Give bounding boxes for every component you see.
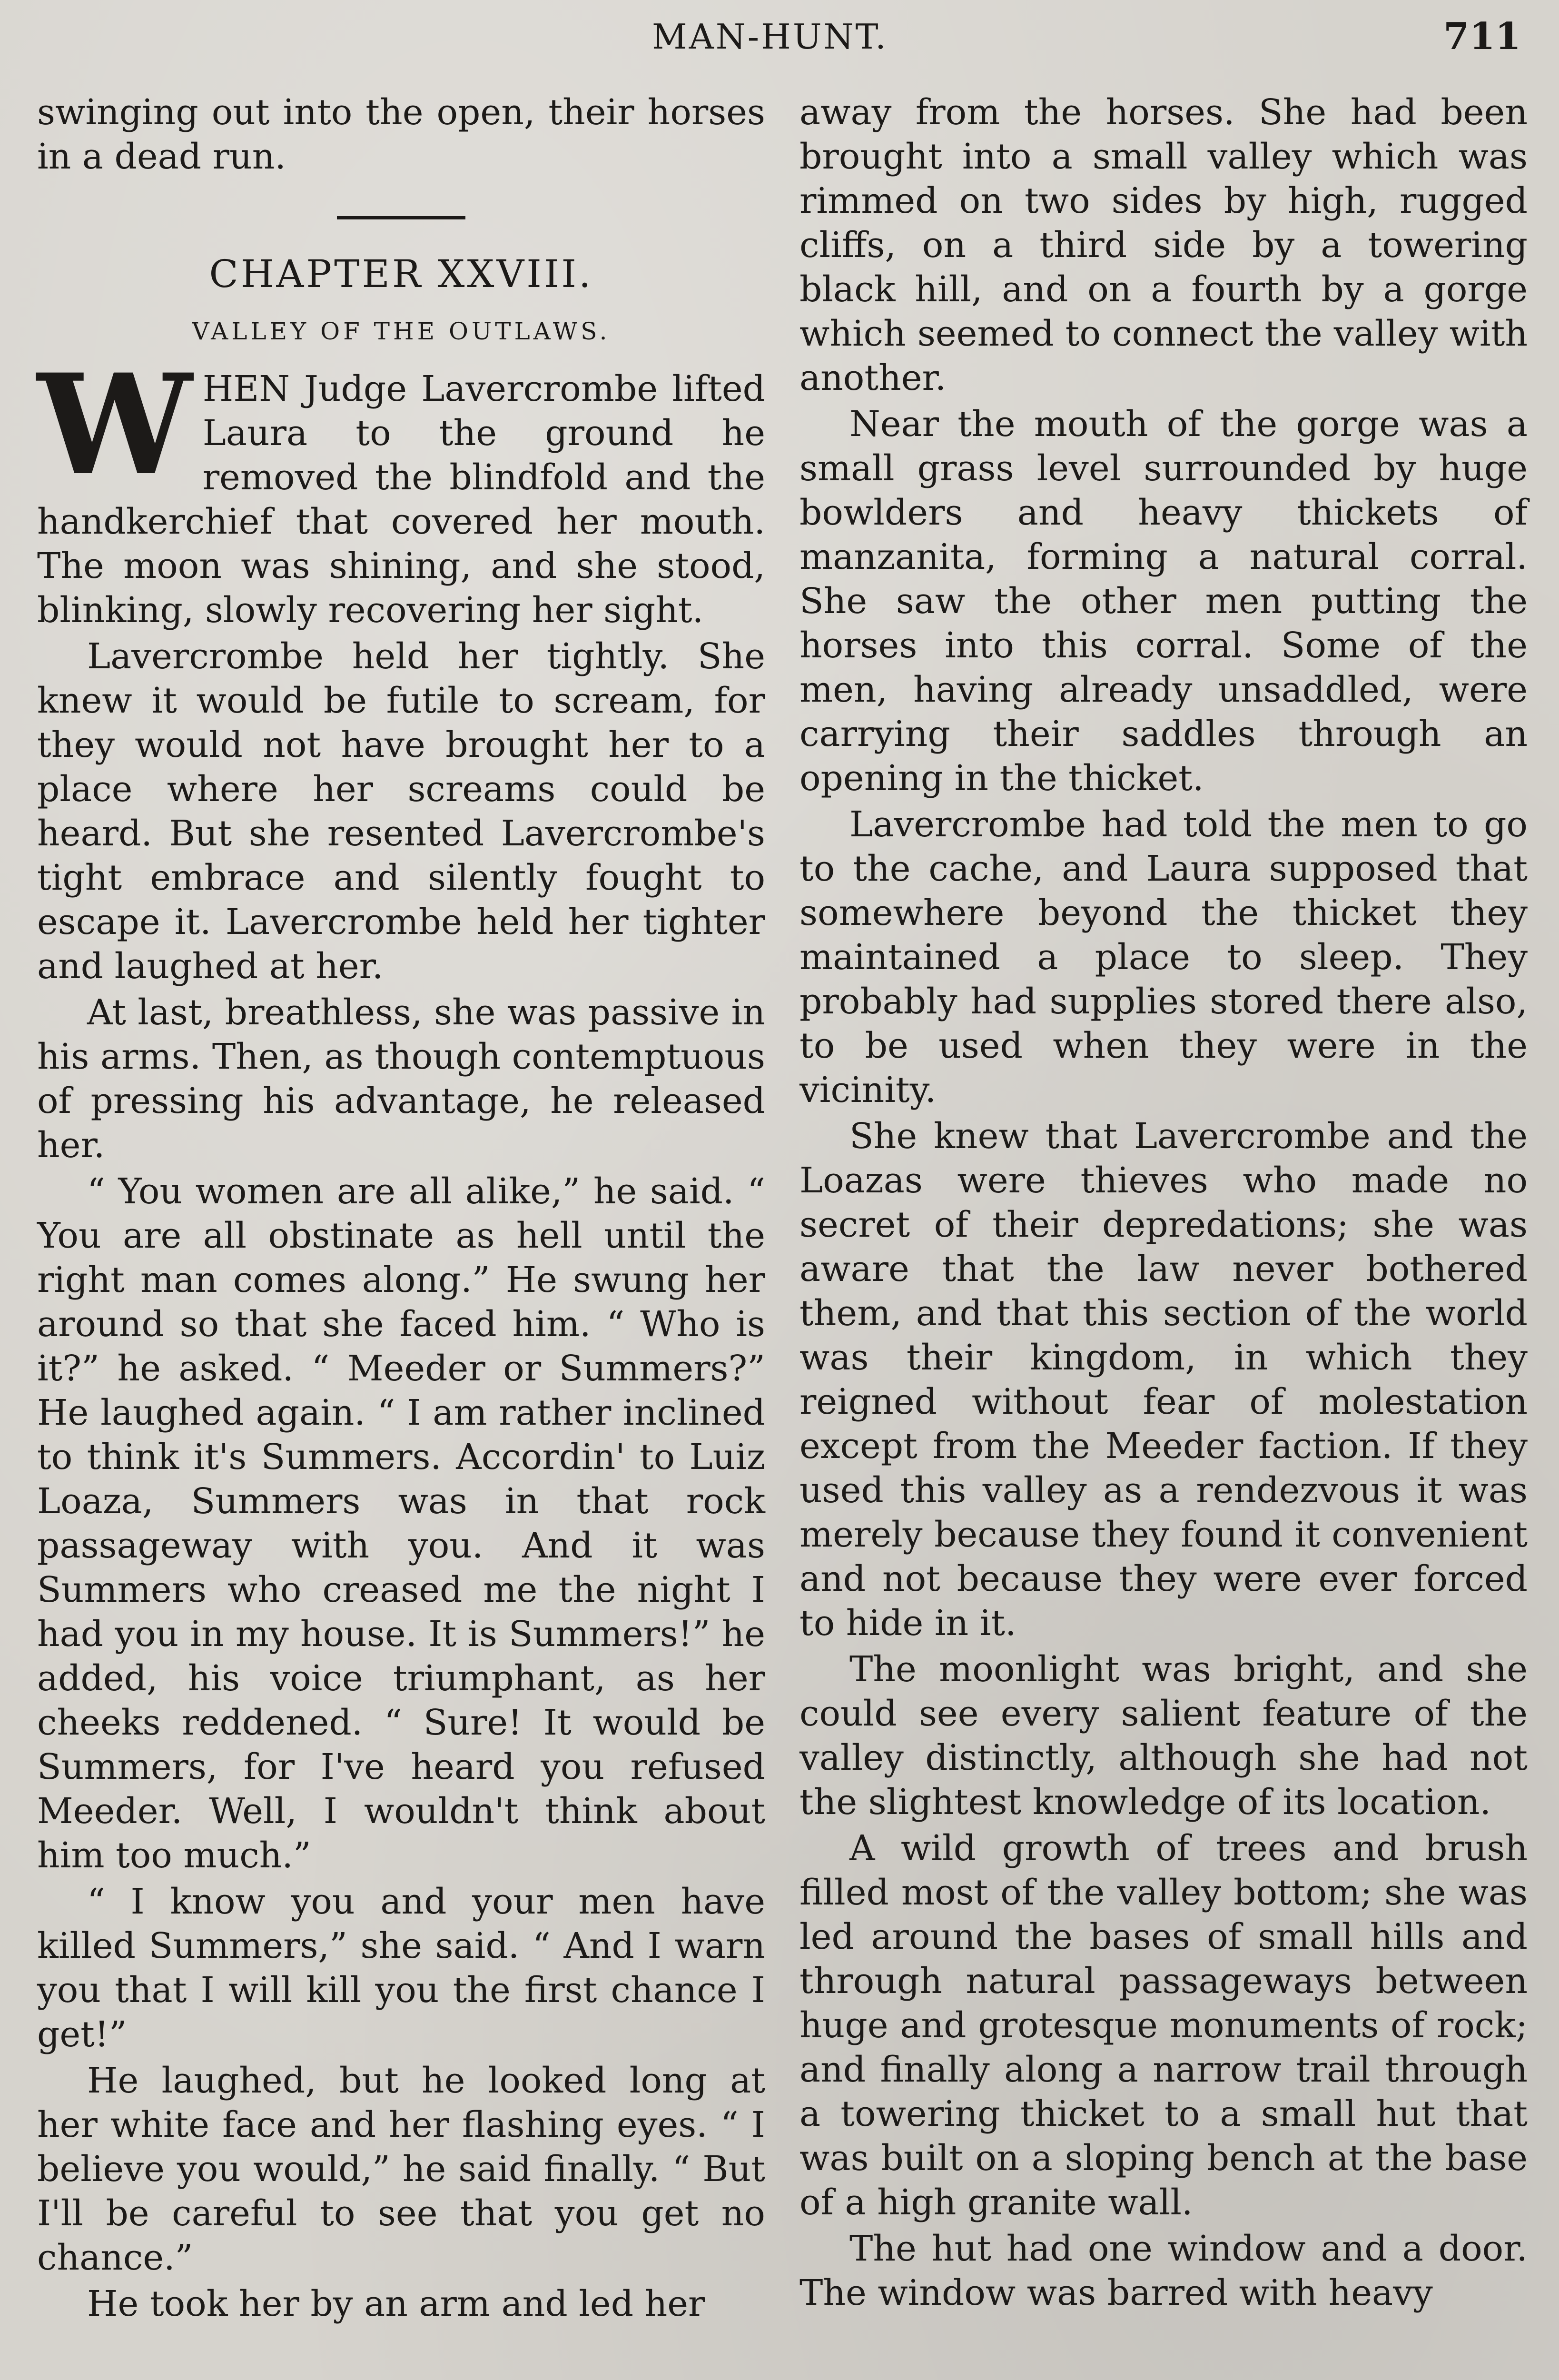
opening-paragraph: [37, 344, 765, 633]
paragraph: She knew that Lavercrombe and the Loazas were thieves who made no secret of their depredations; she was aware that the law never bothered them, and that this section of the world was their kingdom, in which they reigned without fear of molestation except from the Meeder faction. If they used this valley as a rendezvous it was merely because they found it convenient and not because they were ever forced to hide in it.: [799, 1116, 1528, 1644]
chapter-subtitle: VALLEY OF THE OUTLAWS.: [192, 317, 611, 345]
left-column: [37, 90, 765, 2328]
paragraph: Lavercrombe had told the men to go to the cache, and Laura supposed that somewhere beyond the thicket they maintained a place to sleep. They probably had supplies stored there also, to be used when they were in the vicinity.: [799, 804, 1528, 1111]
right-column: [799, 90, 1528, 2317]
page-number: 711: [1443, 15, 1521, 58]
paragraph: The moonlight was bright, and she could see every salient feature of the valley distinctly, although she had not the slightest knowledge of its location.: [799, 1649, 1528, 1823]
paragraph: He took her by an arm and led her: [87, 2283, 705, 2324]
paragraph: “ I know you and your men have killed Summers,” she said. “ And I warn you that I will kill you the first chance I get!”: [37, 1881, 765, 2055]
chapter-title: CHAPTER XXVIII.: [209, 252, 593, 296]
paragraph: Lavercrombe held her tightly. She knew it would be futile to scream, for they would not have brought her to a place where her screams could be heard. But she resented Lavercrombe's tight embrace and silently fought to escape it. Lavercrombe held her tighter and laughed at her.: [37, 636, 765, 987]
paragraph: The hut had one window and a door. The window was barred with heavy: [799, 2228, 1528, 2313]
opening-paragraph-text: HEN Judge Lavercrombe lifted Laura to the ground he removed the blindfold and the handkerchief that covered her mouth. The moon was shining, and she stood, blinking, slowly recovering her sight.: [37, 368, 765, 631]
paragraph: A wild growth of trees and brush filled most of the valley bottom; she was led around the bases of small hills and through natural passageways between huge and grotesque monuments of rock; and finally along a narrow trail through a towering thicket to a small hut that was built on a sloping bench at the base of a high granite wall.: [799, 1828, 1528, 2223]
continued-paragraph: away from the horses. She had been brought into a small valley which was rimmed on two sides by high, rugged cliffs, on a third side by a towering black hill, and on a fourth by a gorge which seemed to connect the valley with another.: [799, 92, 1528, 398]
continued-paragraph: swinging out into the open, their horses in a dead run.: [37, 92, 765, 177]
running-title: MAN-HUNT.: [652, 17, 888, 57]
paragraph: At last, breathless, she was passive in his arms. Then, as though contemptuous of pressing his advantage, he released her.: [37, 992, 765, 1166]
running-head: [0, 10, 1559, 63]
section-rule: [337, 216, 465, 219]
paragraph: “ You women are all alike,” he said. “ You are all obstinate as hell until the right man comes along.” He swung her around so that she faced him. “ Who is it?” he asked. “ Meeder or Summers?” He laughed again. “ I am rather inclined to think it's Summers. Accordin' to Luiz Loaza, Summers was in that rock passageway with you. And it was Summers who creased me the night I had you in my house. It is Summers!” he added, his voice triumphant, as her cheeks reddened. “ Sure! It would be Summers, for I've heard you refused Meeder. Well, I wouldn't think about him too much.”: [37, 1171, 765, 1876]
paragraph: Near the mouth of the gorge was a small grass level surrounded by huge bowlders and heavy thickets of manzanita, forming a natural corral. She saw the other men putting the horses into this corral. Some of the men, having already unsaddled, were carrying their saddles through an opening in the thicket.: [799, 404, 1528, 799]
paragraph: He laughed, but he looked long at her white face and her flashing eyes. “ I believe you would,” he said finally. “ But I'll be careful to see that you get no chance.”: [37, 2060, 765, 2278]
drop-cap: W: [37, 344, 192, 506]
